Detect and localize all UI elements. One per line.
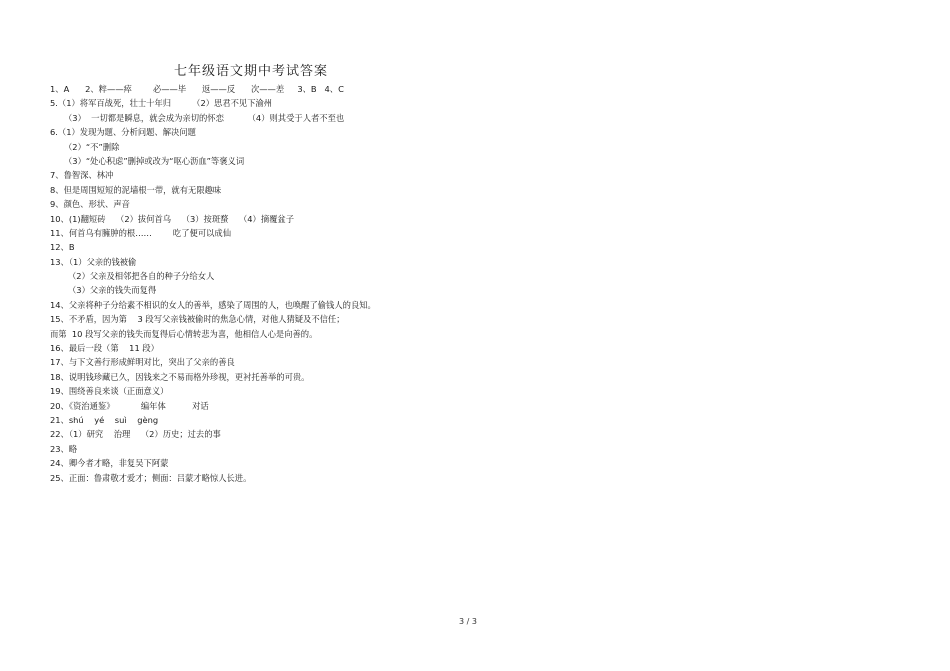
answer-line: 20、《资治通鉴》 编年体 对话	[50, 400, 209, 411]
answer-line: 13、（1）父亲的钱被偷	[50, 256, 137, 267]
answer-line: 14、父亲将种子分给素不相识的女人的善举，感染了周围的人，也唤醒了偷钱人的良知。	[50, 299, 376, 310]
answer-line: 16、最后一段（第 11 段）	[50, 343, 159, 354]
answer-line: （3） 一切都是瞬息，就会成为亲切的怀恋 （4）则其受于人者不至也	[64, 112, 345, 123]
answer-line: 23、略	[50, 443, 78, 454]
answer-line: 18、说明钱珍藏已久，因钱来之不易而格外珍视，更衬托善举的可贵。	[50, 371, 310, 382]
answer-list	[50, 82, 610, 485]
answer-line: 10、(1)翻短砖 （2）拔何首乌 （3）按斑蝥 （4）摘覆盆子	[50, 213, 295, 224]
answer-line: 15、不矛盾，因为第 3 段写父亲钱被偷时的焦急心情，对他人猜疑及不信任；	[50, 314, 345, 325]
answer-line: 24、卿今者才略，非复吴下阿蒙	[50, 458, 169, 469]
answer-line: （2）父亲及相邻把各自的种子分给女人	[68, 271, 215, 282]
answer-line: 9、颜色、形状、声音	[50, 199, 130, 210]
answer-line: 8、但是周围短短的泥墙根一带，就有无限趣味	[50, 184, 222, 195]
answer-line: 7、鲁智深、林冲	[50, 170, 114, 181]
answer-line: 而第 10 段写父亲的钱失而复得后心情转悲为喜，他相信人心是向善的。	[50, 328, 318, 339]
answer-line: 11、何首乌有臃肿的根…… 吃了便可以成仙	[50, 227, 232, 238]
answer-line: 6.（1）发现为题、分析问题、解决问题	[50, 127, 196, 138]
answer-line: 25、正面：鲁肃敬才爱才；侧面：吕蒙才略惊人长进。	[50, 472, 252, 483]
page-number: 3 / 3	[459, 617, 477, 626]
answer-line: （3）父亲的钱失而复得	[68, 285, 157, 296]
answer-line: 1、A 2、粹——瘁 必——毕 返——反 次——差 3、B 4、C	[50, 84, 344, 94]
answer-line: 5.（1）将军百战死，壮士十年归 （2）思君不见下渝州	[50, 98, 273, 109]
answer-line: 22、（1）研究 治理 （2）历史；过去的事	[50, 429, 221, 440]
document-title: 七年级语文期中考试答案	[173, 64, 328, 79]
answer-line: （3）“处心积虑”删掉或改为“呕心沥血”等褒义词	[64, 155, 245, 166]
answer-line: 21、shú yé suì gèng	[50, 414, 159, 425]
answer-line: （2）“不”删除	[64, 141, 120, 152]
answer-line: 12、B	[50, 242, 75, 253]
answer-line: 19、围绕善良来谈（正面意义）	[50, 386, 169, 397]
answer-line: 17、与下文善行形成鲜明对比，突出了父亲的善良	[50, 357, 235, 368]
